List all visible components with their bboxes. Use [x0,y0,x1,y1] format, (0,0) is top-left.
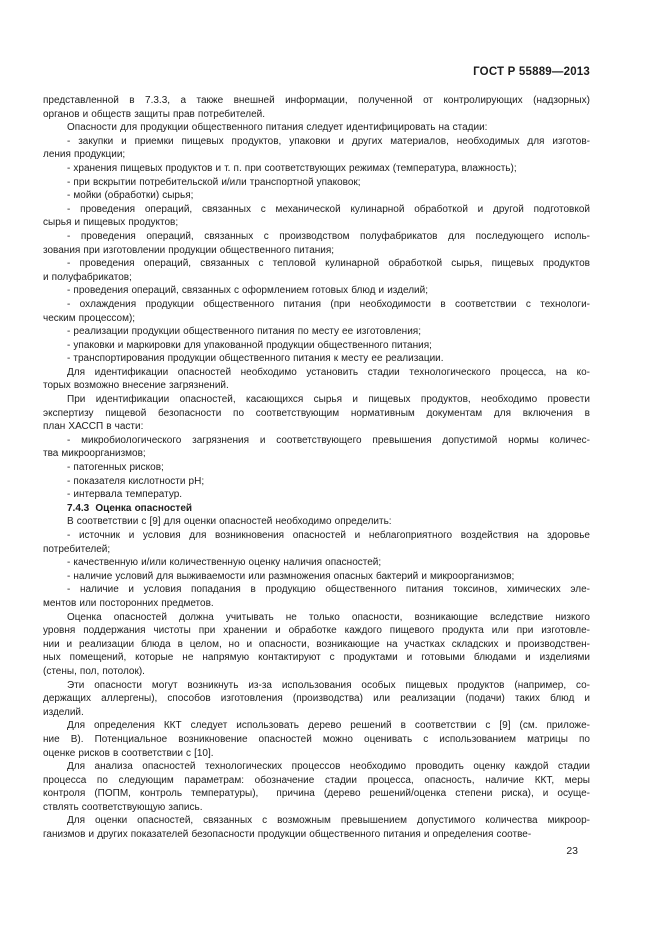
text-line: - при вскрытии потребительской и/или транспортной упаковок; [67,176,361,188]
text-line: ментов или посторонних предметов. [43,597,214,609]
paragraph [43,339,590,353]
document-body [43,94,590,842]
paragraph [43,176,590,190]
text-line: Эти опасности могут возникнуть из-за использования особых пищевых продуктов (например, со- [67,679,590,691]
document-code: ГОСТ Р 55889—2013 [473,66,590,78]
paragraph [43,325,590,339]
paragraph [43,94,590,121]
section-heading [43,502,590,516]
text-line: органов и обществ защиты прав потребителей. [43,108,266,120]
paragraph [43,814,590,841]
text-line: процесса по следующим параметрам: обозначение стадии процесса, опасность, наличие ККТ, меры [43,774,590,786]
page-number: 23 [566,845,578,857]
paragraph [43,203,590,230]
text-line: - транспортирования продукции общественного питания к месту ее реализации. [67,353,444,365]
text-line: (стены, пол, потолок). [43,665,145,677]
paragraph [43,760,590,814]
text-line: - патогенных рисков; [67,462,164,474]
text-line: тва микроорганизмов; [43,448,146,460]
paragraph [43,570,590,584]
paragraph [43,679,590,720]
paragraph [43,461,590,475]
text-line: торых возможно внесение загрязнений. [43,380,229,392]
text-line: - мойки (обработки) сырья; [67,190,194,202]
paragraph [43,583,590,610]
text-line: и полуфабрикатов; [43,271,132,283]
text-line: - проведения операций, связанных с оформлением готовых блюд и изделий; [67,285,429,297]
paragraph [43,434,590,461]
paragraph [43,556,590,570]
paragraph [43,515,590,529]
text-line: - проведения операций, связанных с тепловой кулинарной обработкой сырья, пищевых продуктов [67,258,590,270]
text-line: - проведения операций, связанных с механической кулинарной обработкой и другой подготовкой [67,203,590,215]
text-line: - охлаждения продукции общественного питания (при необходимости в соответствии с технологи- [67,298,590,310]
paragraph [43,488,590,502]
paragraph [43,719,590,760]
text-line: - качественную и/или количественную оценку наличия опасностей; [67,557,382,569]
paragraph [43,189,590,203]
paragraph [43,529,590,556]
text-line: зования при изготовлении продукции общественного питания; [43,244,335,256]
text-line: - интервала температур. [67,489,183,501]
paragraph [43,284,590,298]
text-line: При идентификации опасностей, касающихся сырья и пищевых продуктов, необходимо провести [67,394,590,406]
text-line: представленной в 7.3.3, а также внешней информации, полученной от контролирующих (надзорных) [43,95,590,106]
text-line: план ХАССП в части: [43,421,144,433]
text-line: - реализации продукции общественного питания по месту ее изготовления; [67,326,421,338]
text-line: контроля (ПОПМ, контроль температуры), причина (дерево решений/оценка степени риска), и осуще- [43,788,590,800]
paragraph [43,135,590,162]
text-line: В соответствии с [9] для оценки опасностей необходимо определить: [67,516,392,528]
paragraph [43,475,590,489]
paragraph [43,121,590,135]
text-line: - наличие и условия попадания в продукцию общественного питания токсинов, химических эле- [67,584,590,596]
text-line: ческим процессом); [43,312,136,324]
text-line: нии и реализации блюда в целом, но и опасности, возникающие на участках складских и производствен- [43,638,590,650]
paragraph [43,611,590,679]
paragraph [43,298,590,325]
text-line: Для анализа опасностей технологических процессов необходимо проводить оценку каждой стадии [67,761,590,773]
text-line: - наличие условий для выживаемости или размножения опасных бактерий и микроорганизмов; [67,570,515,582]
text-line: ствлять соответствующую запись. [43,801,203,813]
text-line: - упаковки и маркировки для упакованной продукции общественного питания; [67,339,432,351]
text-line: 7.4.3 Оценка опасностей [67,502,193,514]
paragraph [43,257,590,284]
text-line: ганизмов и других показателей безопасности продукции общественного питания и определения соотве- [43,829,532,841]
paragraph [43,352,590,366]
text-line: экспертизу пищевой безопасности по соответствующим нормативным документам для включения в [43,407,590,419]
paragraph [43,366,590,393]
text-line: - микробиологического загрязнения и соответствующего превышения допустимой нормы количес- [67,434,590,446]
text-line: Оценка опасностей должна учитывать не только опасности, возникающие вследствие низкого [67,611,590,623]
text-line: - хранения пищевых продуктов и т. п. при соответствующих режимах (температура, влажность); [67,162,517,174]
text-line: держащих аллергены), способов изготовления (производства) или реализации (подачи) таких блюд и [43,693,590,705]
paragraph [43,393,590,434]
text-line: уровня поддержания чистоты при хранении и обработке каждого пищевого продукта или при изготовле- [43,625,590,637]
text-line: ние В). Потенциальное возникновение опасностей можно оценивать с использованием матрицы по [43,733,590,745]
text-line: - проведения операций, связанных с производством полуфабрикатов для последующего исполь- [67,230,590,242]
text-line: - показателя кислотности pH; [67,475,205,487]
text-line: оценке рисков в соответствии с [10]. [43,747,214,759]
text-line: изделий. [43,706,84,718]
text-line: ных помещений, которые не напрямую контактируют с продуктами и готовыми блюдами и изделиями [43,652,590,664]
paragraph [43,230,590,257]
text-line: сырья и пищевых продуктов; [43,217,179,229]
text-line: ления продукции; [43,149,126,161]
text-line: Опасности для продукции общественного питания следует идентифицировать на стадии: [67,122,488,134]
text-line: потребителей; [43,543,111,555]
text-line: Для идентификации опасностей необходимо установить стадии технологического процесса, на ко- [67,366,590,378]
text-line: - закупки и приемки пищевых продуктов, упаковки и других материалов, необходимых для изготов- [67,135,590,147]
text-line: Для оценки опасностей, связанных с возможным превышением допустимого количества микроор- [67,815,590,827]
text-line: - источник и условия для возникновения опасностей и неблагоприятного воздействия на здоровье [67,530,590,541]
text-line: Для определения ККТ следует использовать дерево решений в соответствии с [9] (см. приложе- [67,720,590,732]
paragraph [43,162,590,176]
